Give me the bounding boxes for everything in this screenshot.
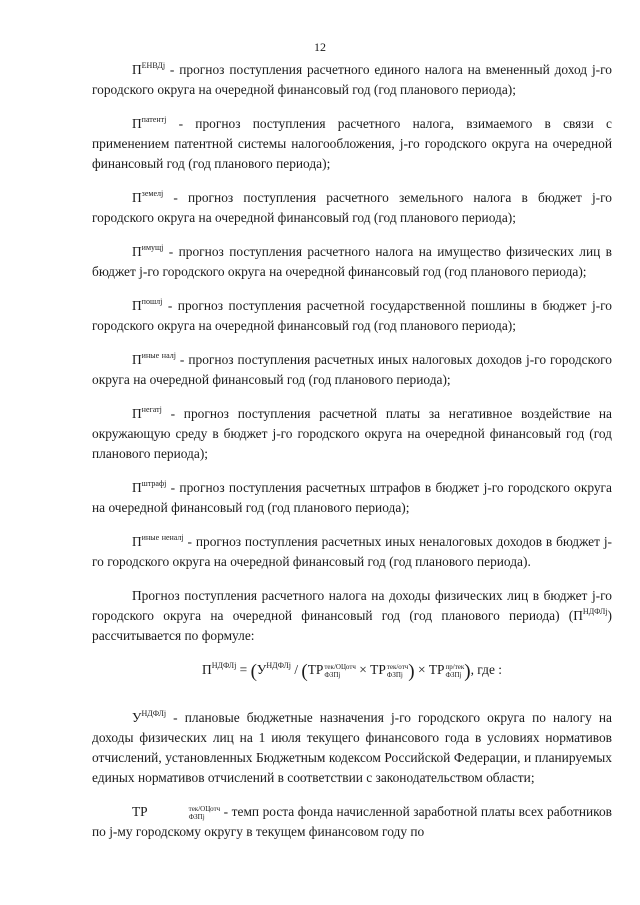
definition-item: $П^{патентj}$ - прогноз поступления расчетного налога, взимаемого в связи с применением патентной системы налогообложения, j-го городского округа на очередной финансовый год (год планового периода); (92, 115, 612, 171)
definition-item: $П^{земелj}$ - прогноз поступления расчетного земельного налога в бюджет j-го городского округа на очередной финансовый год (год планового периода); (92, 189, 612, 225)
ndfl-intro-paragraph: Прогноз поступления расчетного налога на доходы физических лиц в бюджет j-го городского округа на очередной финансовый год (год планового периода) $(П^{НДФЛj})$ рассчитывается по формуле: (92, 588, 612, 643)
definition-list (92, 60, 612, 572)
page-number: 12 (314, 40, 326, 54)
definition-item: $П^{пошлj}$ - прогноз поступления расчетной государственной пошлины в бюджет j-го городского округа на очередной финансовый год (год планового периода); (92, 297, 612, 333)
definition-item: $П^{иные неналj}$ - прогноз поступления расчетных иных неналоговых доходов в бюджет j-го городского округа на очередной финансовый год (год планового периода). (92, 533, 612, 569)
u-definition: $У^{НДФЛj}$ - плановые бюджетные назначения j-го городского округа по налогу на доходы физических лиц на 1 июля текущего финансового года в условиях нормативов отчислений, установленных Бюджетным кодексом Российской Федерации, и планируемых единых нормативов отчислений в соответствии с законодательством области; (92, 709, 612, 785)
ndfl-formula: $П^{НДФЛj} = (У^{НДФЛj} / (ТР$ тек/ОЦотч ФЗПj × ТР тек/отч ФЗПj ) × ТР пр/тек ФЗПj ), где : (202, 661, 502, 682)
definition-item: $П^{негатj}$ - прогноз поступления расчетной платы за негативное воздействие на окружающую среду в бюджет j-го городского округа на очередной финансовый год (год планового периода); (92, 405, 612, 461)
definition-item: $П^{ЕНВДj}$ - прогноз поступления расчетного единого налога на вмененный доход j-го городского округа на очередной финансовый год (год планового периода); (92, 61, 612, 97)
definition-item: $П^{имущj}$ - прогноз поступления расчетного налога на имущество физических лиц в бюджет j-го городского округа на очередной финансовый год (год планового периода); (92, 243, 612, 279)
tr-definition: ТР тек/ОЦотч ФЗПj - темп роста фонда начисленной заработной платы всех работников по j-му городскому округу в текущем финансовом году по (92, 804, 612, 839)
document-body (92, 60, 612, 856)
definition-item: $П^{штрафj}$ - прогноз поступления расчетных штрафов в бюджет j-го городского округа на очередной финансовый год (год планового периода); (92, 479, 612, 515)
definition-item: $П^{иные налj}$ - прогноз поступления расчетных иных налоговых доходов j-го городского округа на очередной финансовый год (год планового периода); (92, 351, 612, 387)
